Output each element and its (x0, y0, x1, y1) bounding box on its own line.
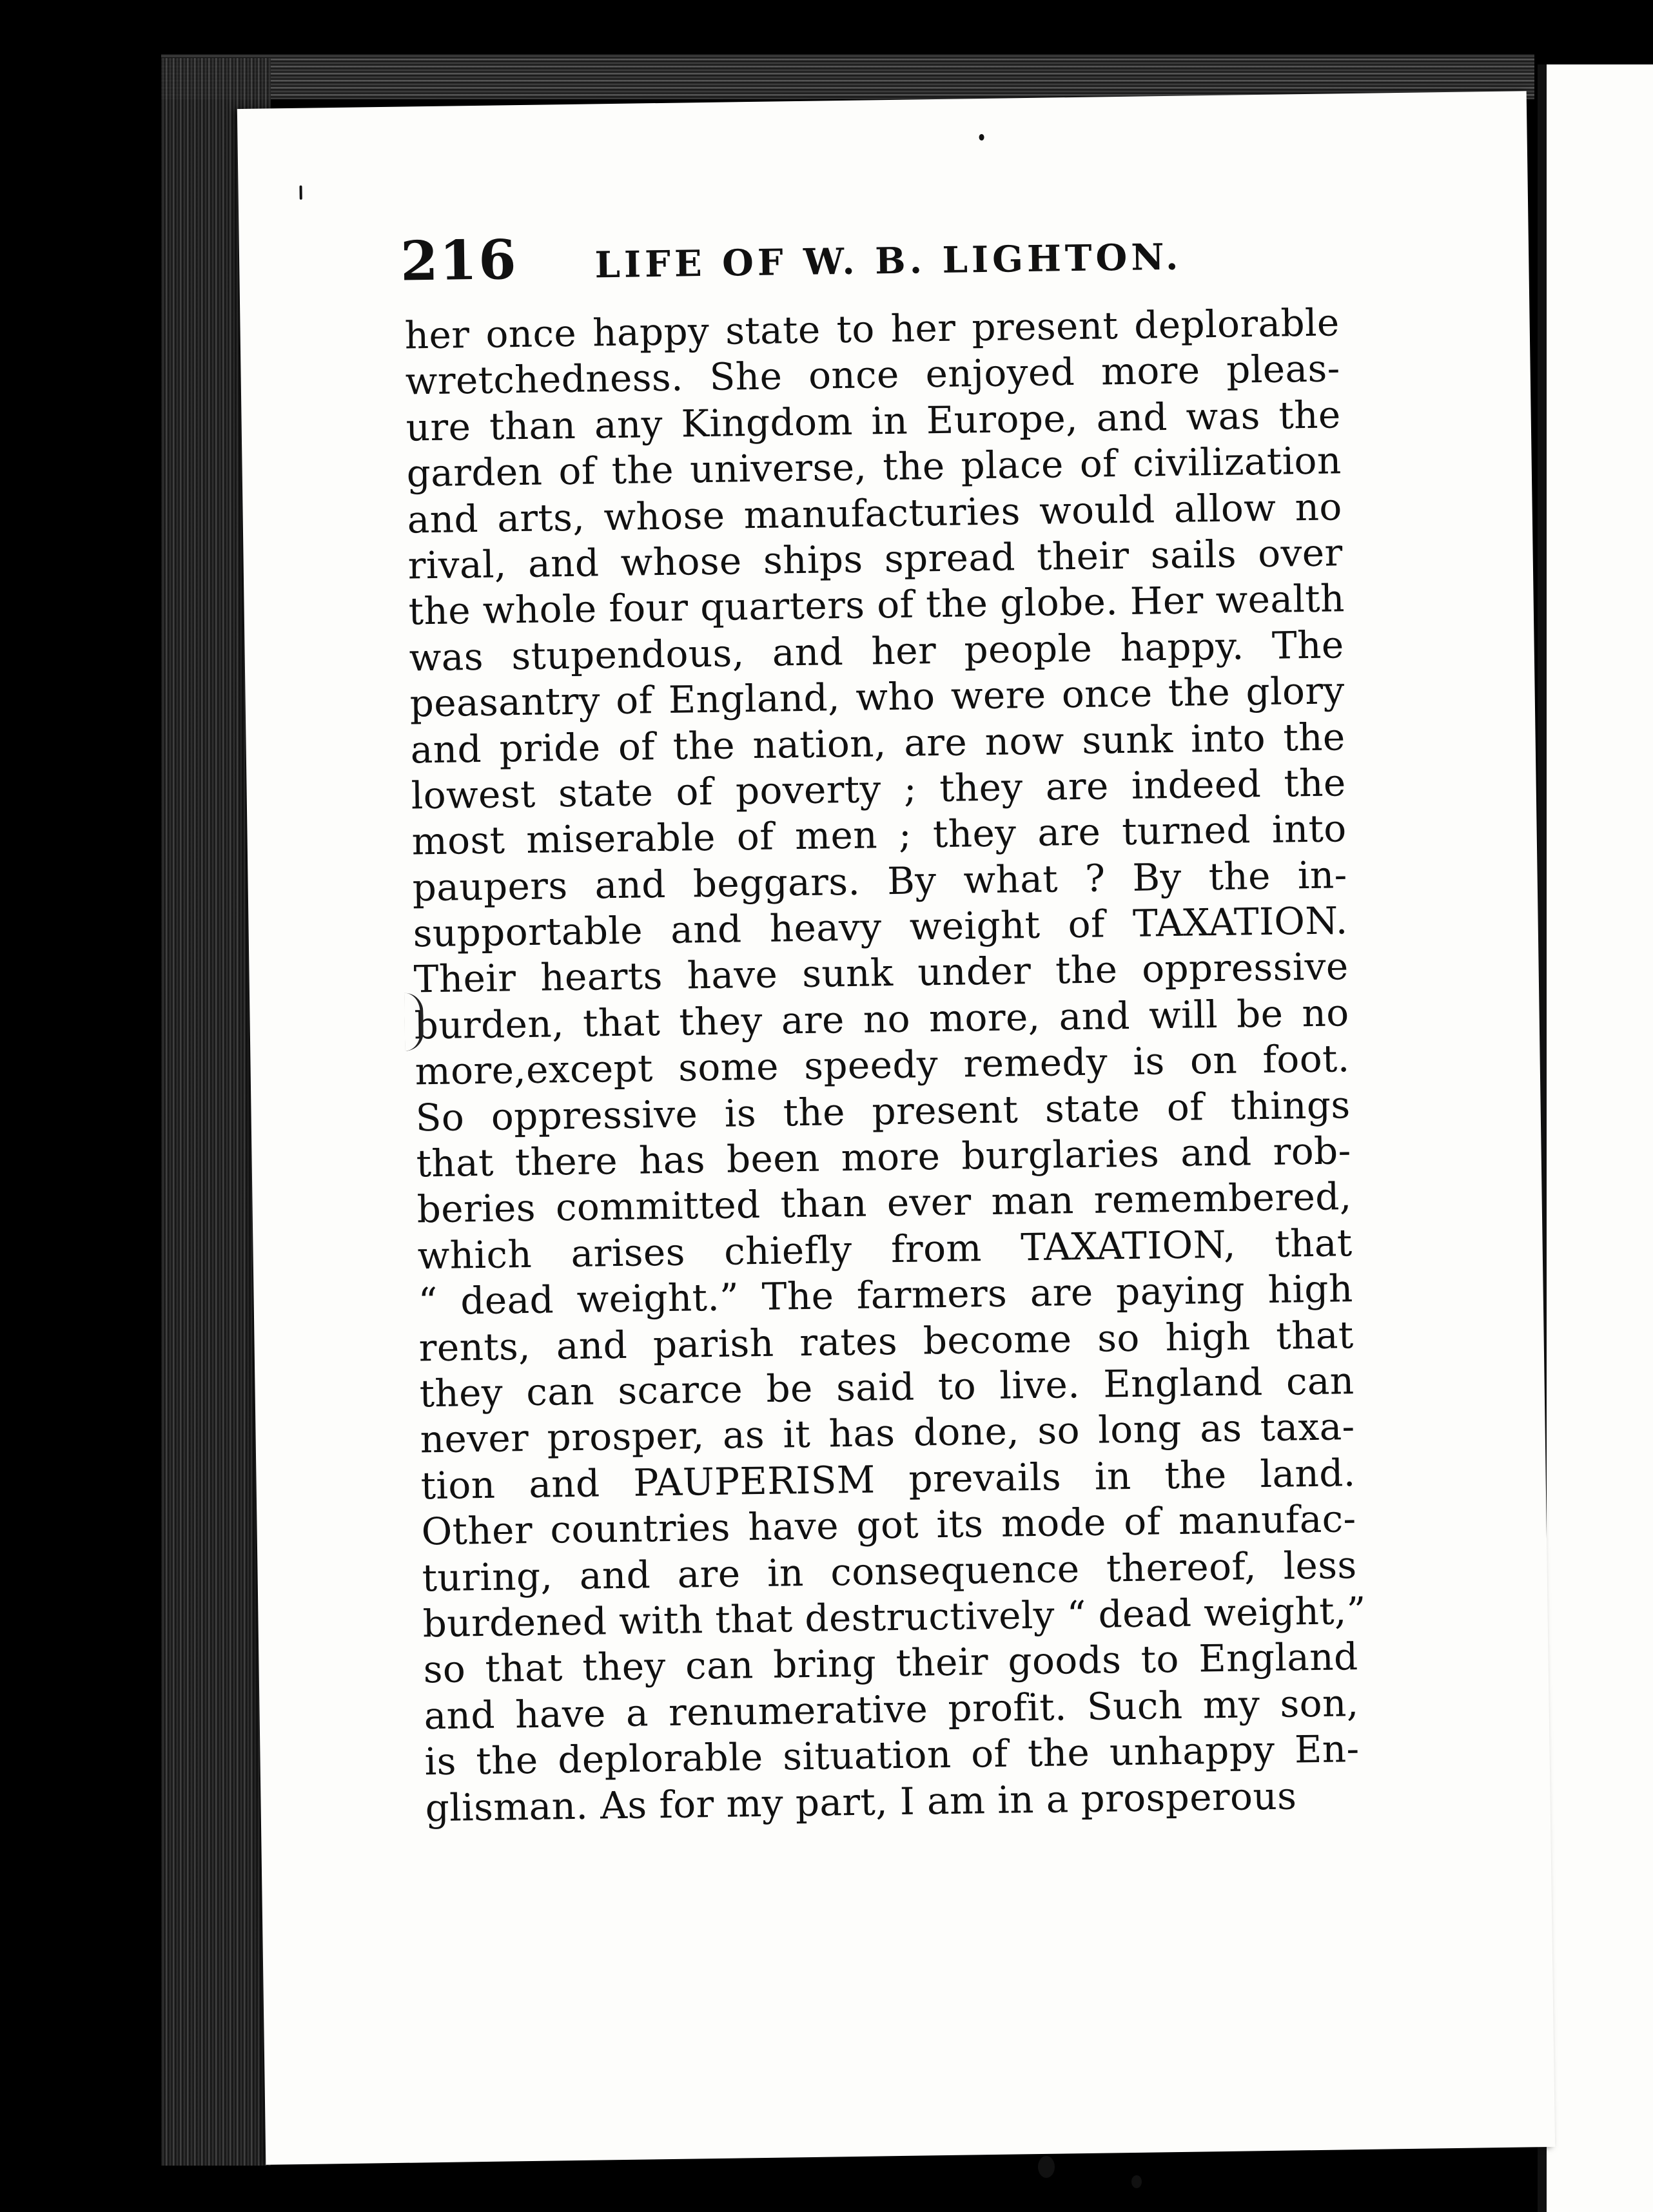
text-line: lowest state of poverty ; they are indeed the (411, 761, 1347, 818)
facing-page-edge (1538, 64, 1653, 2212)
page-header (400, 215, 1464, 300)
text-line: her once happy state to her present deplorable (404, 300, 1340, 358)
text-line: is the deplorable situation of the unhappy En- (424, 1727, 1360, 1784)
book-page (237, 91, 1555, 2165)
text-line: garden of the universe, the place of civilization (406, 438, 1342, 496)
text-line: glisman. As for my part, I am in a prosperous (425, 1773, 1297, 1830)
book-top-edge (161, 54, 1534, 99)
running-head: LIFE OF W. B. LIGHTON. (594, 235, 1182, 287)
text-line: Other countries have got its mode of manufac- (421, 1497, 1357, 1554)
text-line: that there has been more burglaries and rob- (416, 1129, 1352, 1186)
text-line: supportable and heavy weight of TAXATION. (413, 898, 1349, 956)
text-line: Their hearts have sunk under the oppressive (413, 944, 1349, 1002)
ink-speck (979, 134, 984, 141)
text-line: rival, and whose ships spread their sails over (407, 530, 1344, 588)
text-line: the whole four quarters of the globe. Her wealth (408, 576, 1345, 634)
text-line: “ dead weight.” The farmers are paying high (418, 1266, 1354, 1324)
page-number: 216 (400, 228, 518, 293)
text-line: never prosper, as it has done, so long as taxa- (420, 1404, 1356, 1462)
ink-speck (1038, 2156, 1055, 2178)
text-line: paupers and beggars. By what ? By the in- (412, 852, 1348, 910)
ink-speck (299, 186, 302, 200)
text-line: burdened with that destructively “ dead weight,” (422, 1588, 1367, 1646)
text-line: So oppressive is the present state of things (415, 1082, 1351, 1140)
text-line: beries committed than ever man remembered, (416, 1174, 1353, 1232)
text-line: they can scarce be said to live. England can (419, 1359, 1355, 1416)
text-line: burden, that they are no more, and will be no (414, 991, 1350, 1048)
text-line: and arts, whose manufacturies would allow no (407, 484, 1343, 542)
text-line: wretchedness. She once enjoyed more pleas- (405, 346, 1341, 403)
text-line: and pride of the nation, are now sunk into the (410, 714, 1346, 771)
text-line: tion and PAUPERISM prevails in the land. (420, 1450, 1356, 1508)
text-line: more,except some speedy remedy is on foot. (415, 1036, 1351, 1094)
ink-speck (1131, 2175, 1142, 2188)
text-line: most miserable of men ; they are turned into (411, 806, 1347, 864)
text-line: and have a renumerative profit. Such my son, (424, 1680, 1359, 1738)
text-line: was stupendous, and her people happy. The (409, 622, 1345, 680)
text-line: rents, and parish rates become so high that (418, 1312, 1355, 1370)
body-text (404, 300, 1367, 1831)
text-line: turing, and are in consequence thereof, less (422, 1542, 1358, 1600)
text-line: peasantry of England, who were once the glory (409, 668, 1345, 726)
text-line: ure than any Kingdom in Europe, and was the (406, 393, 1342, 450)
text-line: which arises chiefly from TAXATION, that (417, 1220, 1353, 1278)
text-line: so that they can bring their goods to England (423, 1635, 1358, 1692)
